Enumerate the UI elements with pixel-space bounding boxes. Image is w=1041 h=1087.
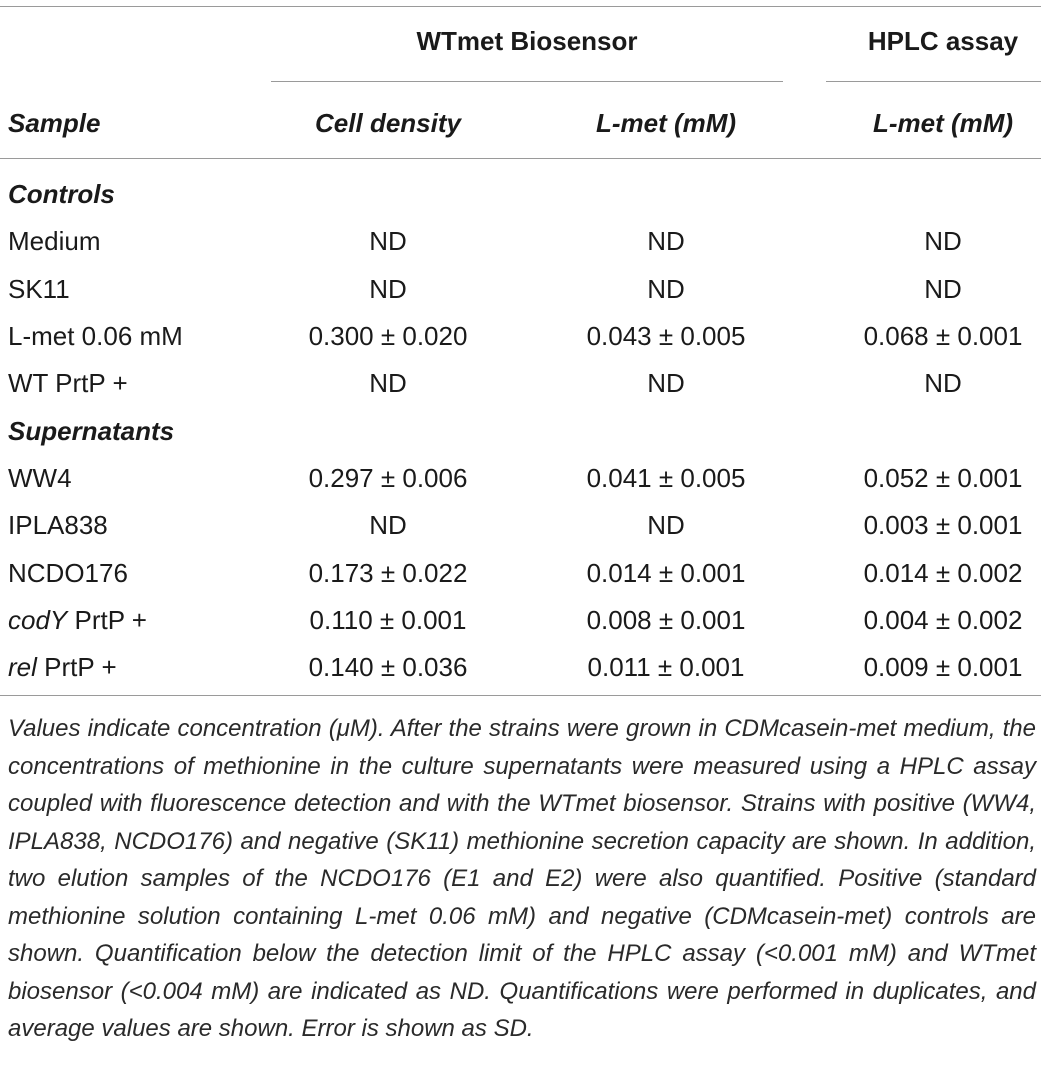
lmet-biosensor-value: 0.011 ± 0.001 — [587, 652, 745, 682]
row-label: WW4 — [8, 463, 72, 493]
biosensor-group-rule — [271, 81, 783, 82]
cell-density-value: ND — [369, 274, 407, 304]
cell-density-value: 0.173 ± 0.022 — [308, 558, 468, 588]
cell-density-value: ND — [369, 368, 407, 398]
table-footnote: Values indicate concentration (μM). After the strains were grown in CDMcasein-met medium, the concentrations of methionine in the culture supernatants were measured using a HPLC assay coupled with fluorescence detection and with the WTmet biosensor. Strains with positive (WW4, IPLA838, NCDO176) and negative (SK11) methionine secretion capacity are shown. In addition, two elution samples of the NCDO176 (E1 and E2) were also quantified. Positive (standard methionine solution containing L-met 0.06 mM) and negative (CDMcasein-met) controls are shown. Quantification below the detection limit of the HPLC assay (<0.001 mM) and WTmet biosensor (<0.004 mM) are indicated as ND. Quantifications were performed in duplicates, and average values are shown. Error is shown as SD. — [8, 715, 1036, 1042]
lmet-hplc-value: 0.068 ± 0.001 — [863, 321, 1023, 351]
lmet-hplc-value: 0.003 ± 0.001 — [863, 510, 1023, 540]
lmet-biosensor-value: ND — [647, 368, 685, 398]
row-label: IPLA838 — [8, 510, 108, 540]
gene-suffix: PrtP + — [36, 652, 117, 682]
row-label: L-met 0.06 mM — [8, 321, 183, 351]
cell-density-value: ND — [369, 226, 407, 256]
gene-name: codY — [8, 605, 68, 635]
cell-density-value: ND — [369, 510, 407, 540]
gene-suffix: PrtP + — [67, 605, 147, 635]
gene-name: rel — [8, 652, 37, 682]
lmet-hplc-value: ND — [924, 226, 962, 256]
row-label: SK11 — [8, 274, 70, 304]
group-header-biosensor: WTmet Biosensor — [416, 26, 638, 56]
table-bottom-rule — [0, 695, 1041, 696]
cell-density-value: 0.110 ± 0.001 — [309, 605, 467, 635]
cell-density-value: 0.140 ± 0.036 — [308, 652, 468, 682]
row-label: WT PrtP + — [8, 368, 128, 398]
lmet-biosensor-value: ND — [647, 226, 685, 256]
cell-density-value: 0.300 ± 0.020 — [308, 321, 468, 351]
lmet-biosensor-value: 0.014 ± 0.001 — [586, 558, 746, 588]
column-header-lmet-hplc: L-met (mM) — [872, 108, 1014, 138]
row-label — [8, 605, 147, 635]
cell-density-value: 0.297 ± 0.006 — [308, 463, 468, 493]
lmet-biosensor-value: 0.041 ± 0.005 — [586, 463, 746, 493]
row-label: NCDO176 — [8, 558, 128, 588]
lmet-biosensor-value: 0.008 ± 0.001 — [586, 605, 746, 635]
section-title-supernatants: Supernatants — [8, 416, 175, 446]
row-label: Medium — [8, 226, 101, 256]
section-title-controls: Controls — [8, 179, 115, 209]
lmet-hplc-value: ND — [924, 274, 962, 304]
lmet-biosensor-value: ND — [647, 510, 685, 540]
column-header-cell-density: Cell density — [315, 108, 461, 138]
table-top-rule — [0, 6, 1041, 7]
hplc-group-rule — [826, 81, 1041, 82]
row-label — [8, 652, 117, 682]
header-bottom-rule — [0, 158, 1041, 159]
column-header-sample: Sample — [8, 108, 101, 138]
lmet-hplc-value: 0.014 ± 0.002 — [863, 558, 1023, 588]
lmet-biosensor-value: 0.043 ± 0.005 — [586, 321, 746, 351]
lmet-biosensor-value: ND — [647, 274, 685, 304]
column-header-lmet-biosensor: L-met (mM) — [595, 108, 737, 138]
lmet-hplc-value: 0.009 ± 0.001 — [863, 652, 1023, 682]
lmet-hplc-value: ND — [924, 368, 962, 398]
group-header-hplc: HPLC assay — [867, 26, 1019, 56]
lmet-hplc-value: 0.004 ± 0.002 — [863, 605, 1023, 635]
lmet-hplc-value: 0.052 ± 0.001 — [863, 463, 1023, 493]
